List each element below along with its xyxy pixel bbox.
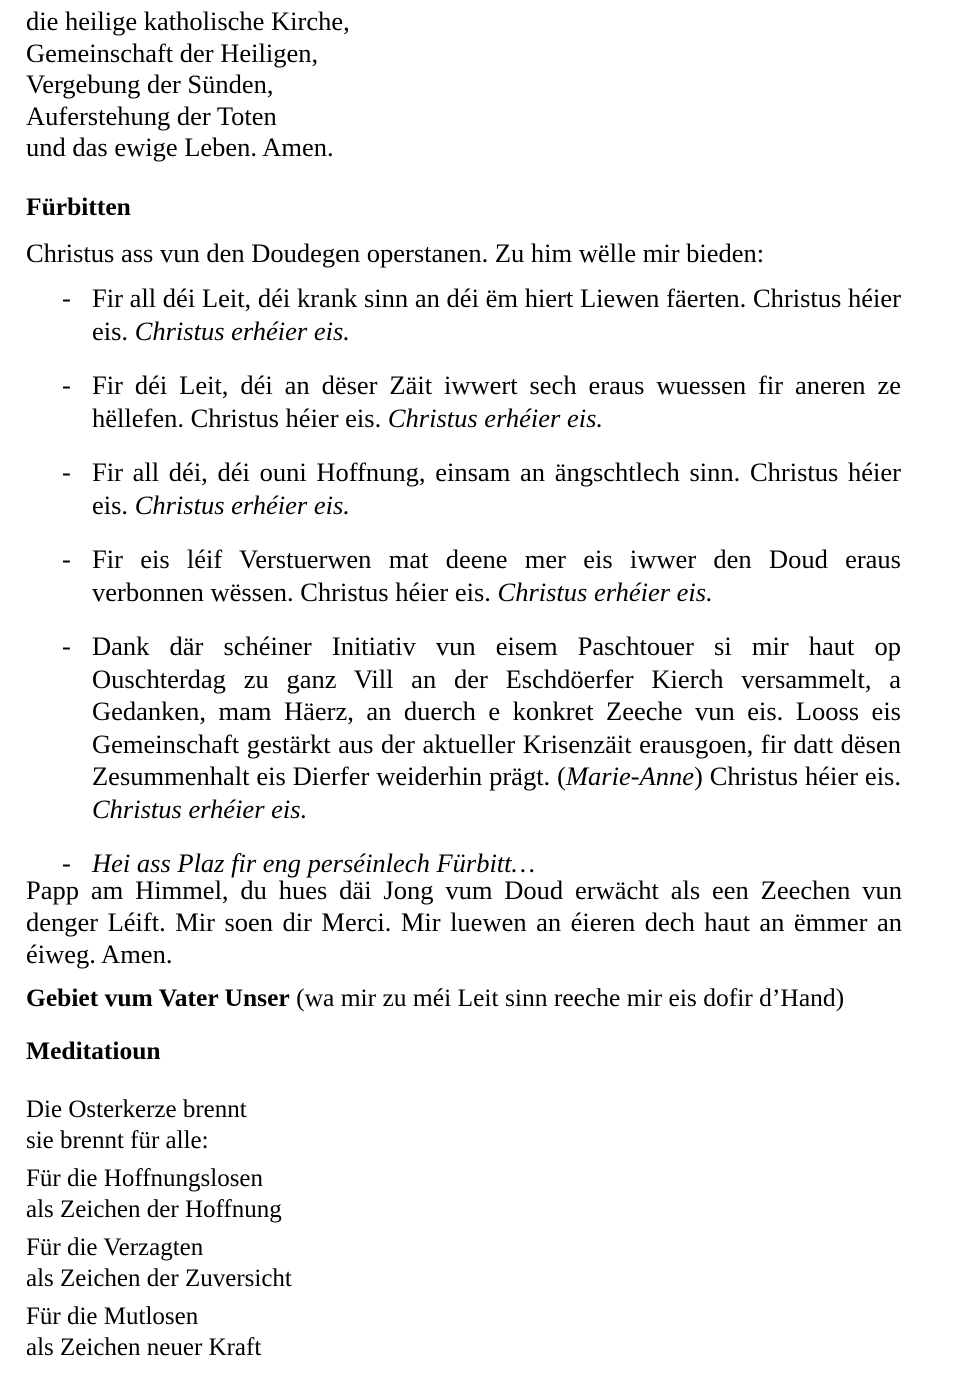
list-item-response: Christus erhéier eis. — [134, 315, 350, 346]
bullet-marker: - — [62, 631, 71, 661]
stanza-line: als Zeichen der Hoffnung — [26, 1196, 282, 1223]
list-item-text-before-name: Dank där schéiner Initiativ vun eisem Paschtouer si mir haut op Ouschterdag zu ganz Vill an der Eschdöerfer Kierch versammelt, a Gedanken, mam Häerz, an duerch e konkret Zeeche vun eis. Looss eis Gemeinschaft gestärkt aus der aktueller Krisenzäit erausgoen, fir datt dësen Zesummenhalt eis Dierfer weiderhin prägt. ( — [92, 631, 901, 791]
meditatioun-heading: Meditatioun — [26, 1036, 161, 1065]
furbitten-intro-paragraph: Christus ass vun den Doudegen operstanen. Zu him wëlle mir bieden: — [26, 238, 765, 268]
stanza — [26, 1232, 626, 1294]
list-item-text: Fir all déi Leit, déi krank sinn an déi ëm hiert Liewen fäerten. Christus héier eis. — [92, 283, 901, 346]
stanza-line: Für die Mutlosen — [26, 1303, 199, 1330]
stanza-line: als Zeichen neuer Kraft — [26, 1334, 262, 1361]
vater-unser-title: Gebiet vum Vater Unser — [26, 983, 290, 1012]
creed-line-2: Gemeinschaft der Heiligen, — [26, 37, 319, 68]
bullet-marker: - — [62, 544, 71, 574]
stanza-line: Für die Hoffnungslosen — [26, 1165, 264, 1192]
list-item-text: Fir eis léif Verstuerwen mat deene mer eis iwwer den Doud eraus verbonnen wëssen. Christus héier eis. — [92, 544, 901, 607]
stanza — [26, 1094, 626, 1156]
meditation-block — [26, 1094, 626, 1370]
bullet-marker: - — [62, 457, 71, 487]
creed-line-3: Vergebung der Sünden, — [26, 69, 274, 99]
list-item-response: Christus erhéier eis. — [134, 489, 350, 520]
creed-block — [26, 6, 906, 164]
stanza-line: Für die Verzagten — [26, 1234, 204, 1261]
list-item — [0, 456, 965, 521]
furbitten-list — [0, 282, 965, 880]
stanza-line: Die Osterkerze brennt — [26, 1096, 247, 1123]
list-item-response: Christus erhéier eis. — [387, 402, 604, 433]
bullet-marker: - — [62, 848, 71, 878]
stanza — [26, 1163, 626, 1225]
list-item — [0, 543, 965, 608]
bullet-marker: - — [62, 370, 71, 400]
creed-line-1: die heilige katholische Kirche, — [26, 6, 350, 36]
vater-unser-heading — [26, 983, 844, 1013]
list-item-intercessor-name: Marie-Anne — [565, 761, 694, 791]
closing-prayer-paragraph: Papp am Himmel, du hues däi Jong vum Doud erwächt als een Zeechen vun denger Léift. Mir soen dir Merci. Mir luewen an éieren dech haut an ëmmer an éiweg. Amen. — [26, 875, 902, 969]
stanza-line: als Zeichen der Zuversicht — [26, 1265, 292, 1292]
list-item-response: Christus erhéier eis. — [497, 576, 713, 607]
list-item — [0, 630, 965, 825]
list-item-text: Hei ass Plaz fir eng perséinlech Fürbitt… — [92, 848, 536, 878]
list-item-text-after-name: ) Christus héier eis. — [694, 761, 901, 791]
stanza — [26, 1301, 626, 1363]
creed-line-4: Auferstehung der Toten — [26, 100, 277, 131]
furbitten-heading: Fürbitten — [26, 192, 131, 221]
creed-line-5: und das ewige Leben. Amen. — [26, 132, 334, 162]
list-item-text: Fir déi Leit, déi an dëser Zäit iwwert sech eraus wuessen fir aneren ze hëllefen. Christus héier eis. — [92, 370, 901, 433]
list-item — [0, 369, 965, 434]
bullet-marker: - — [62, 283, 71, 313]
list-item-text: Fir all déi, déi ouni Hoffnung, einsam an ängschtlech sinn. Christus héier eis. — [92, 457, 901, 520]
list-item-response: Christus erhéier eis. — [92, 793, 308, 824]
stanza-line: sie brennt für alle: — [26, 1127, 209, 1154]
vater-unser-note: (wa mir zu méi Leit sinn reeche mir eis dofir d’Hand) — [289, 983, 845, 1012]
list-item — [0, 282, 965, 347]
